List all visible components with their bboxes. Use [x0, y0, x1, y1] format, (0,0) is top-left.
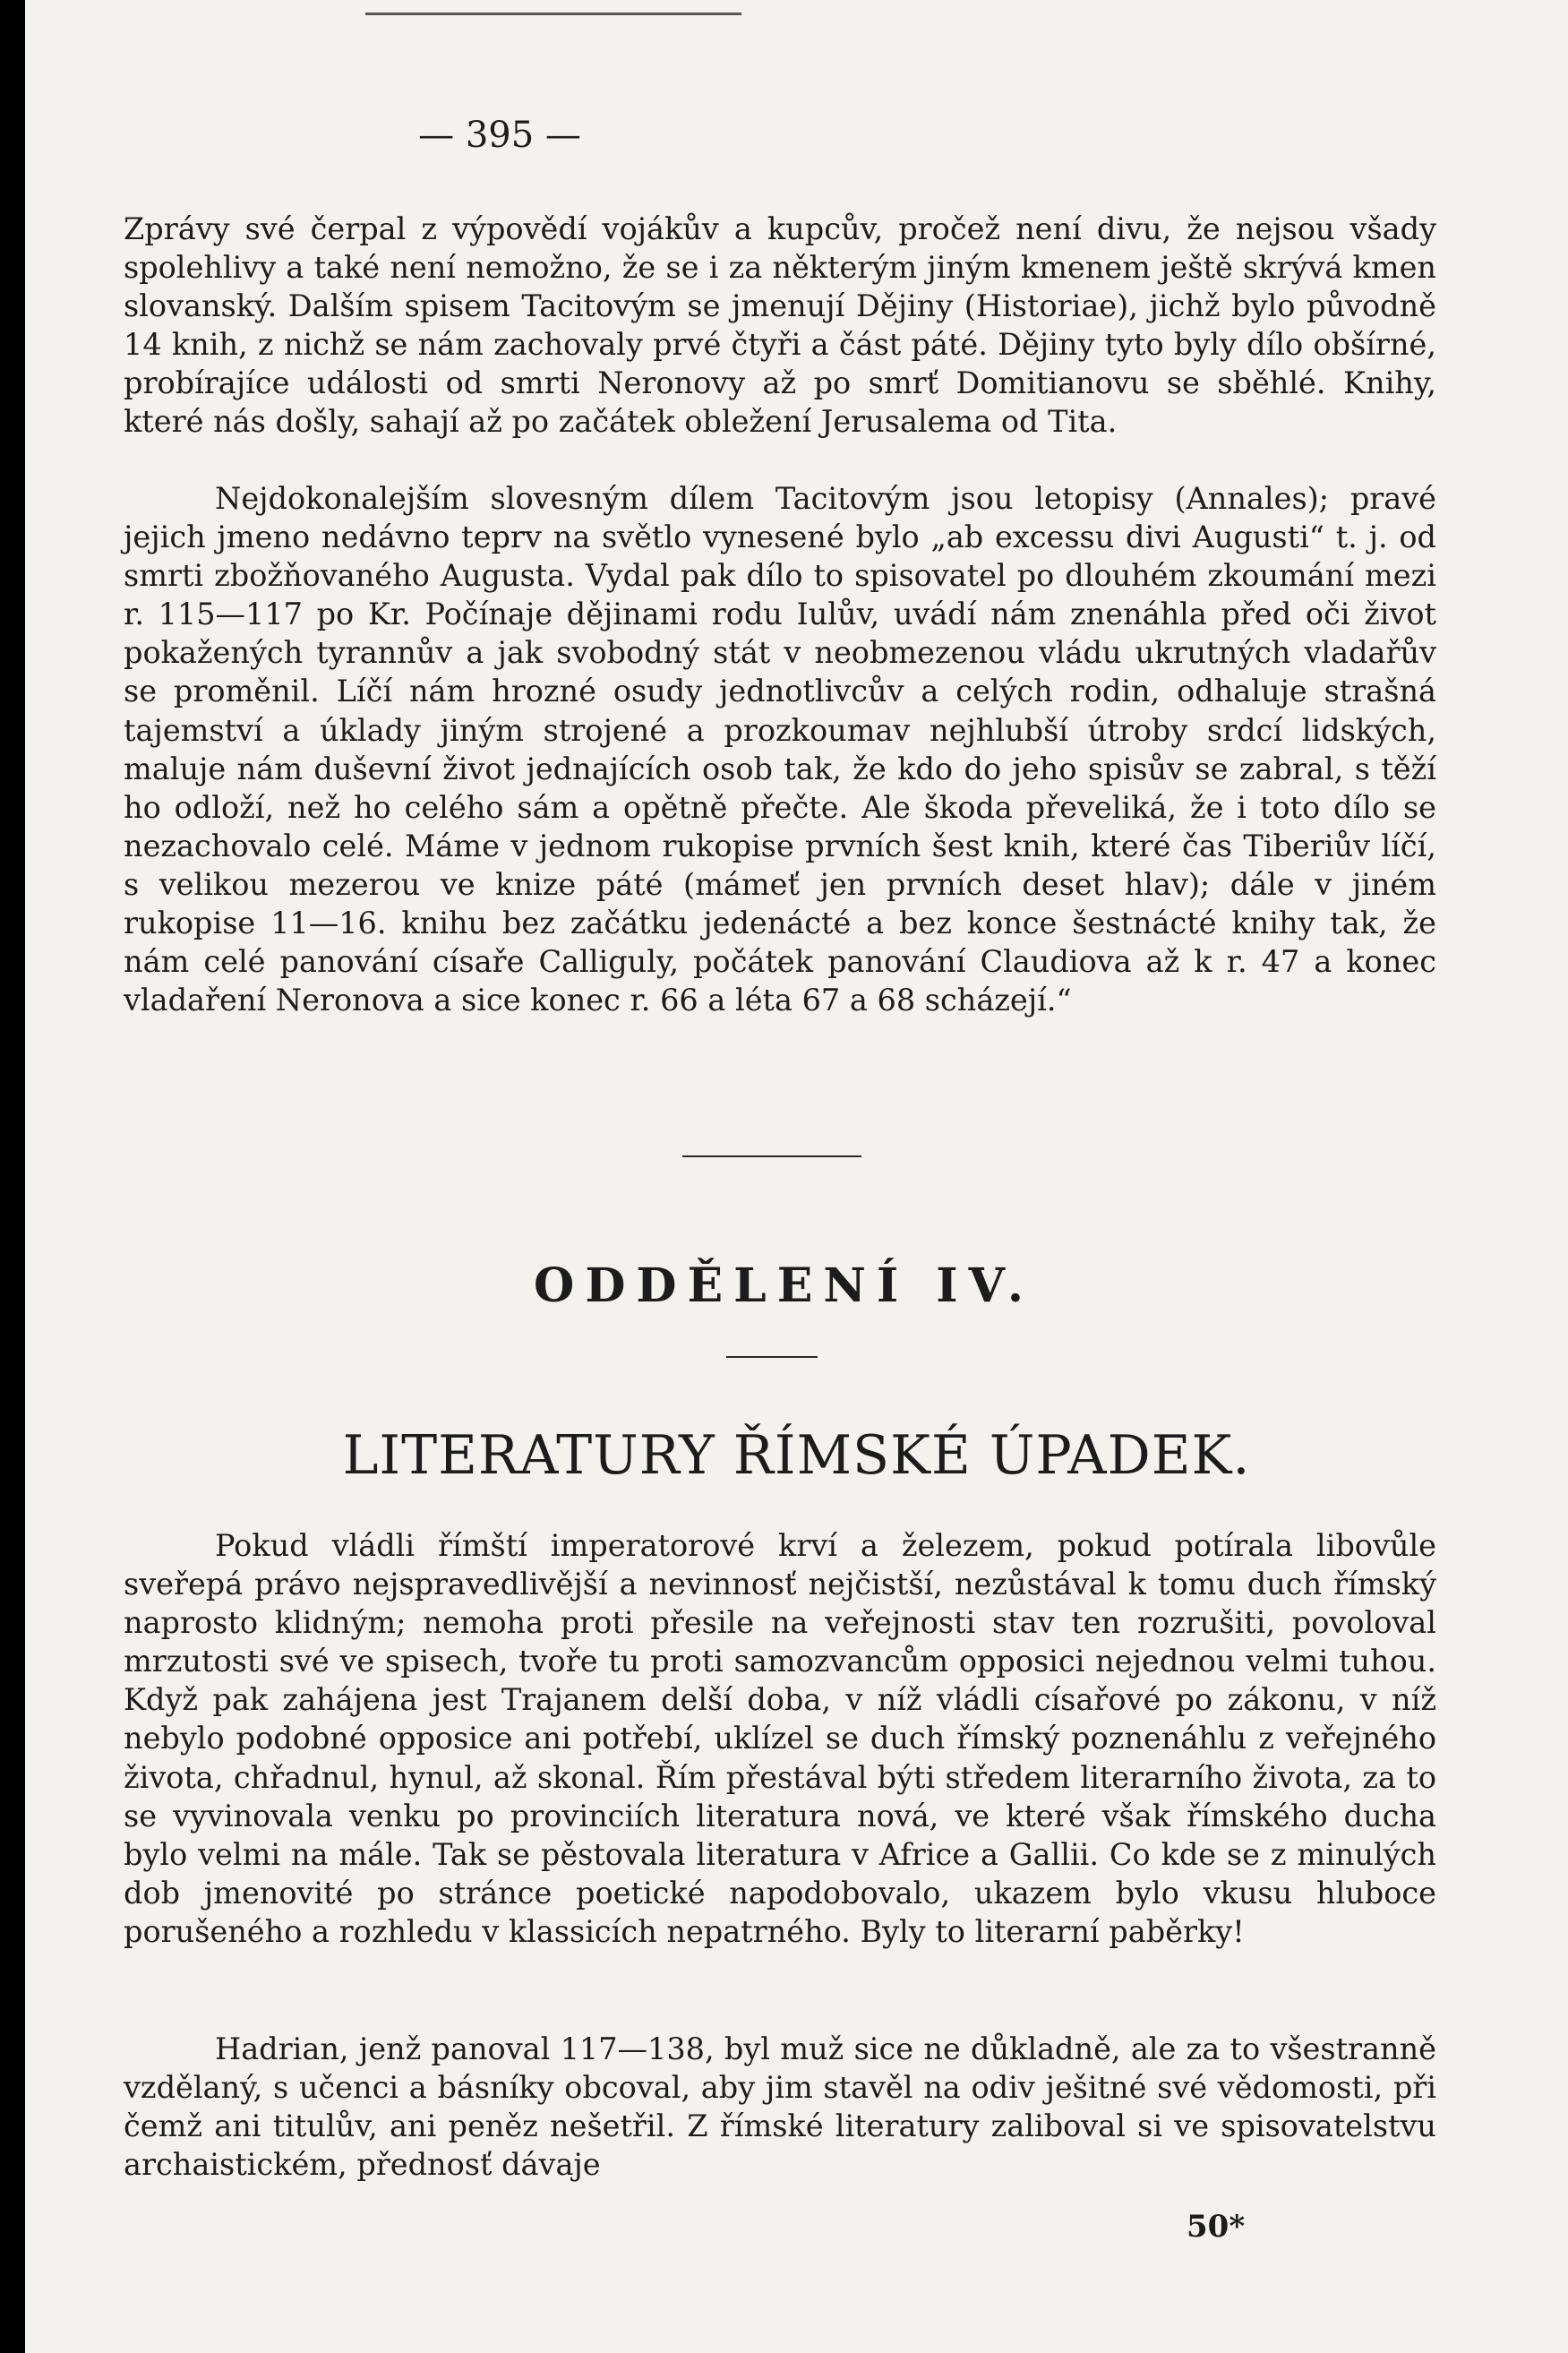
- paragraph-hadrian: Hadrian, jenž panoval 117—138, byl muž sice ne důkladně, ale za to všestranně vzdělaný, s učenci a básníky obcoval, aby jim stavěl na odiv ješitné své vědomosti, při čemž ani titulův, ani peněz nešetřil. Z římské literatury zaliboval si ve spisovatelstvu archaistickém, přednosť dávaje: [124, 2031, 1436, 2183]
- paragraph-roman-decline: Pokud vládli římští imperatorové krví a železem, pokud potírala libovůle sveřepá právo nejspravedlivější a nevinnosť nejčistší, nezůstával k tomu duch římský naprosto klidným; nemoha proti přesile na veřejnosti stav ten rozrušiti, povoloval mrzutosti své ve spisech, tvoře tu proti samozvancům opposici nejednou velmi tuhou. Když pak zahájena jest Trajanem delší doba, v níž vládli císařové po zákonu, v níž nebylo podobné opposice ani potřebí, uklízel se duch římský poznenáhlu z veřejného života, chřadnul, hynul, až skonal. Řím přestával býti středem literarního života, za to se vyvinovala venku po provinciích literatura nová, ve které však římského ducha bylo velmi na mále. Tak se pěstovala literatura v Africe a Gallii. Co kde se z minulých dob jmenovité po stránce poetické napodobovalo, ukazem bylo vkusu hluboce porušeného a rozhledu v klassicích nepatrného. Byly to literarní paběrky!: [124, 1528, 1436, 1949]
- page-number-text: — 395 —: [418, 115, 581, 156]
- page-number: [25, 115, 1568, 156]
- heading-underline-rule: [726, 1356, 818, 1358]
- page-sheet: [25, 0, 1568, 2353]
- paragraph-tacitus-sources: Zprávy své čerpal z výpovědí vojákův a kupcův, pročež není divu, že nejsou všady spolehlivy a také není nemožno, že se i za některým jiným kmenem ještě skrývá kmen slovanský. Dalším spisem Tacitovým se jmenují Dějiny (Historiae), jichž bylo původně 14 knih, z nichž se nám zachovaly prvé čtyři a část páté. Dějiny tyto byly dílo obšírné, probírajíce události od smrti Neronovy až po smrť Domitianovu se sběhlé. Knihy, které nás došly, sahají až po začátek obležení Jerusalema od Tita.: [124, 211, 1436, 440]
- signature-mark: 50*: [1187, 2209, 1246, 2245]
- paragraph-tacitus-annales: Nejdokonalejším slovesným dílem Tacitovým jsou letopisy (Annales); pravé jejich jmeno nedávno teprv na světlo vynesené bylo „ab excessu divi Augusti“ t. j. od smrti zbožňovaného Augusta. Vydal pak dílo to spisovatel po dlouhém zkoumání mezi r. 115—117 po Kr. Počínaje dějinami rodu Iulův, uvádí nám znenáhla před oči život pokažených tyrannův a jak svobodný stát v neobmezenou vládu ukrutných vladařův se proměnil. Líčí nám hrozné osudy jednotlivcův a celých rodin, odhaluje strašná tajemství a úklady jiným strojené a prozkoumav nejhlubší útroby srdcí lidských, maluje nám duševní život jednajících osob tak, že kdo do jeho spisův se zabral, s těží ho odloží, než ho celého sám a opětně přečte. Ale škoda převeliká, že i toto dílo se nezachovalo celé. Máme v jednom rukopise prvních šest knih, které čas Tiberiův líčí, s velikou mezerou ve knize páté (mámeť jen prvních deset hlav); dále v jiném rukopise 11—16. knihu bez začátku jedenácté a bez konce šestnácté knihy tak, že nám celé panování císaře Calliguly, počátek panování Claudiova až k r. 47 a konec vladaření Neronova a sice konec r. 66 a léta 67 a 68 scházejí.“: [124, 481, 1436, 1018]
- chapter-title: LITERATURY ŘÍMSKÉ ÚPADEK.: [342, 1424, 1251, 1487]
- section-divider-rule: [682, 1155, 861, 1157]
- section-heading: ODDĚLENÍ IV.: [534, 1258, 1034, 1313]
- top-edge-rule: [365, 13, 741, 15]
